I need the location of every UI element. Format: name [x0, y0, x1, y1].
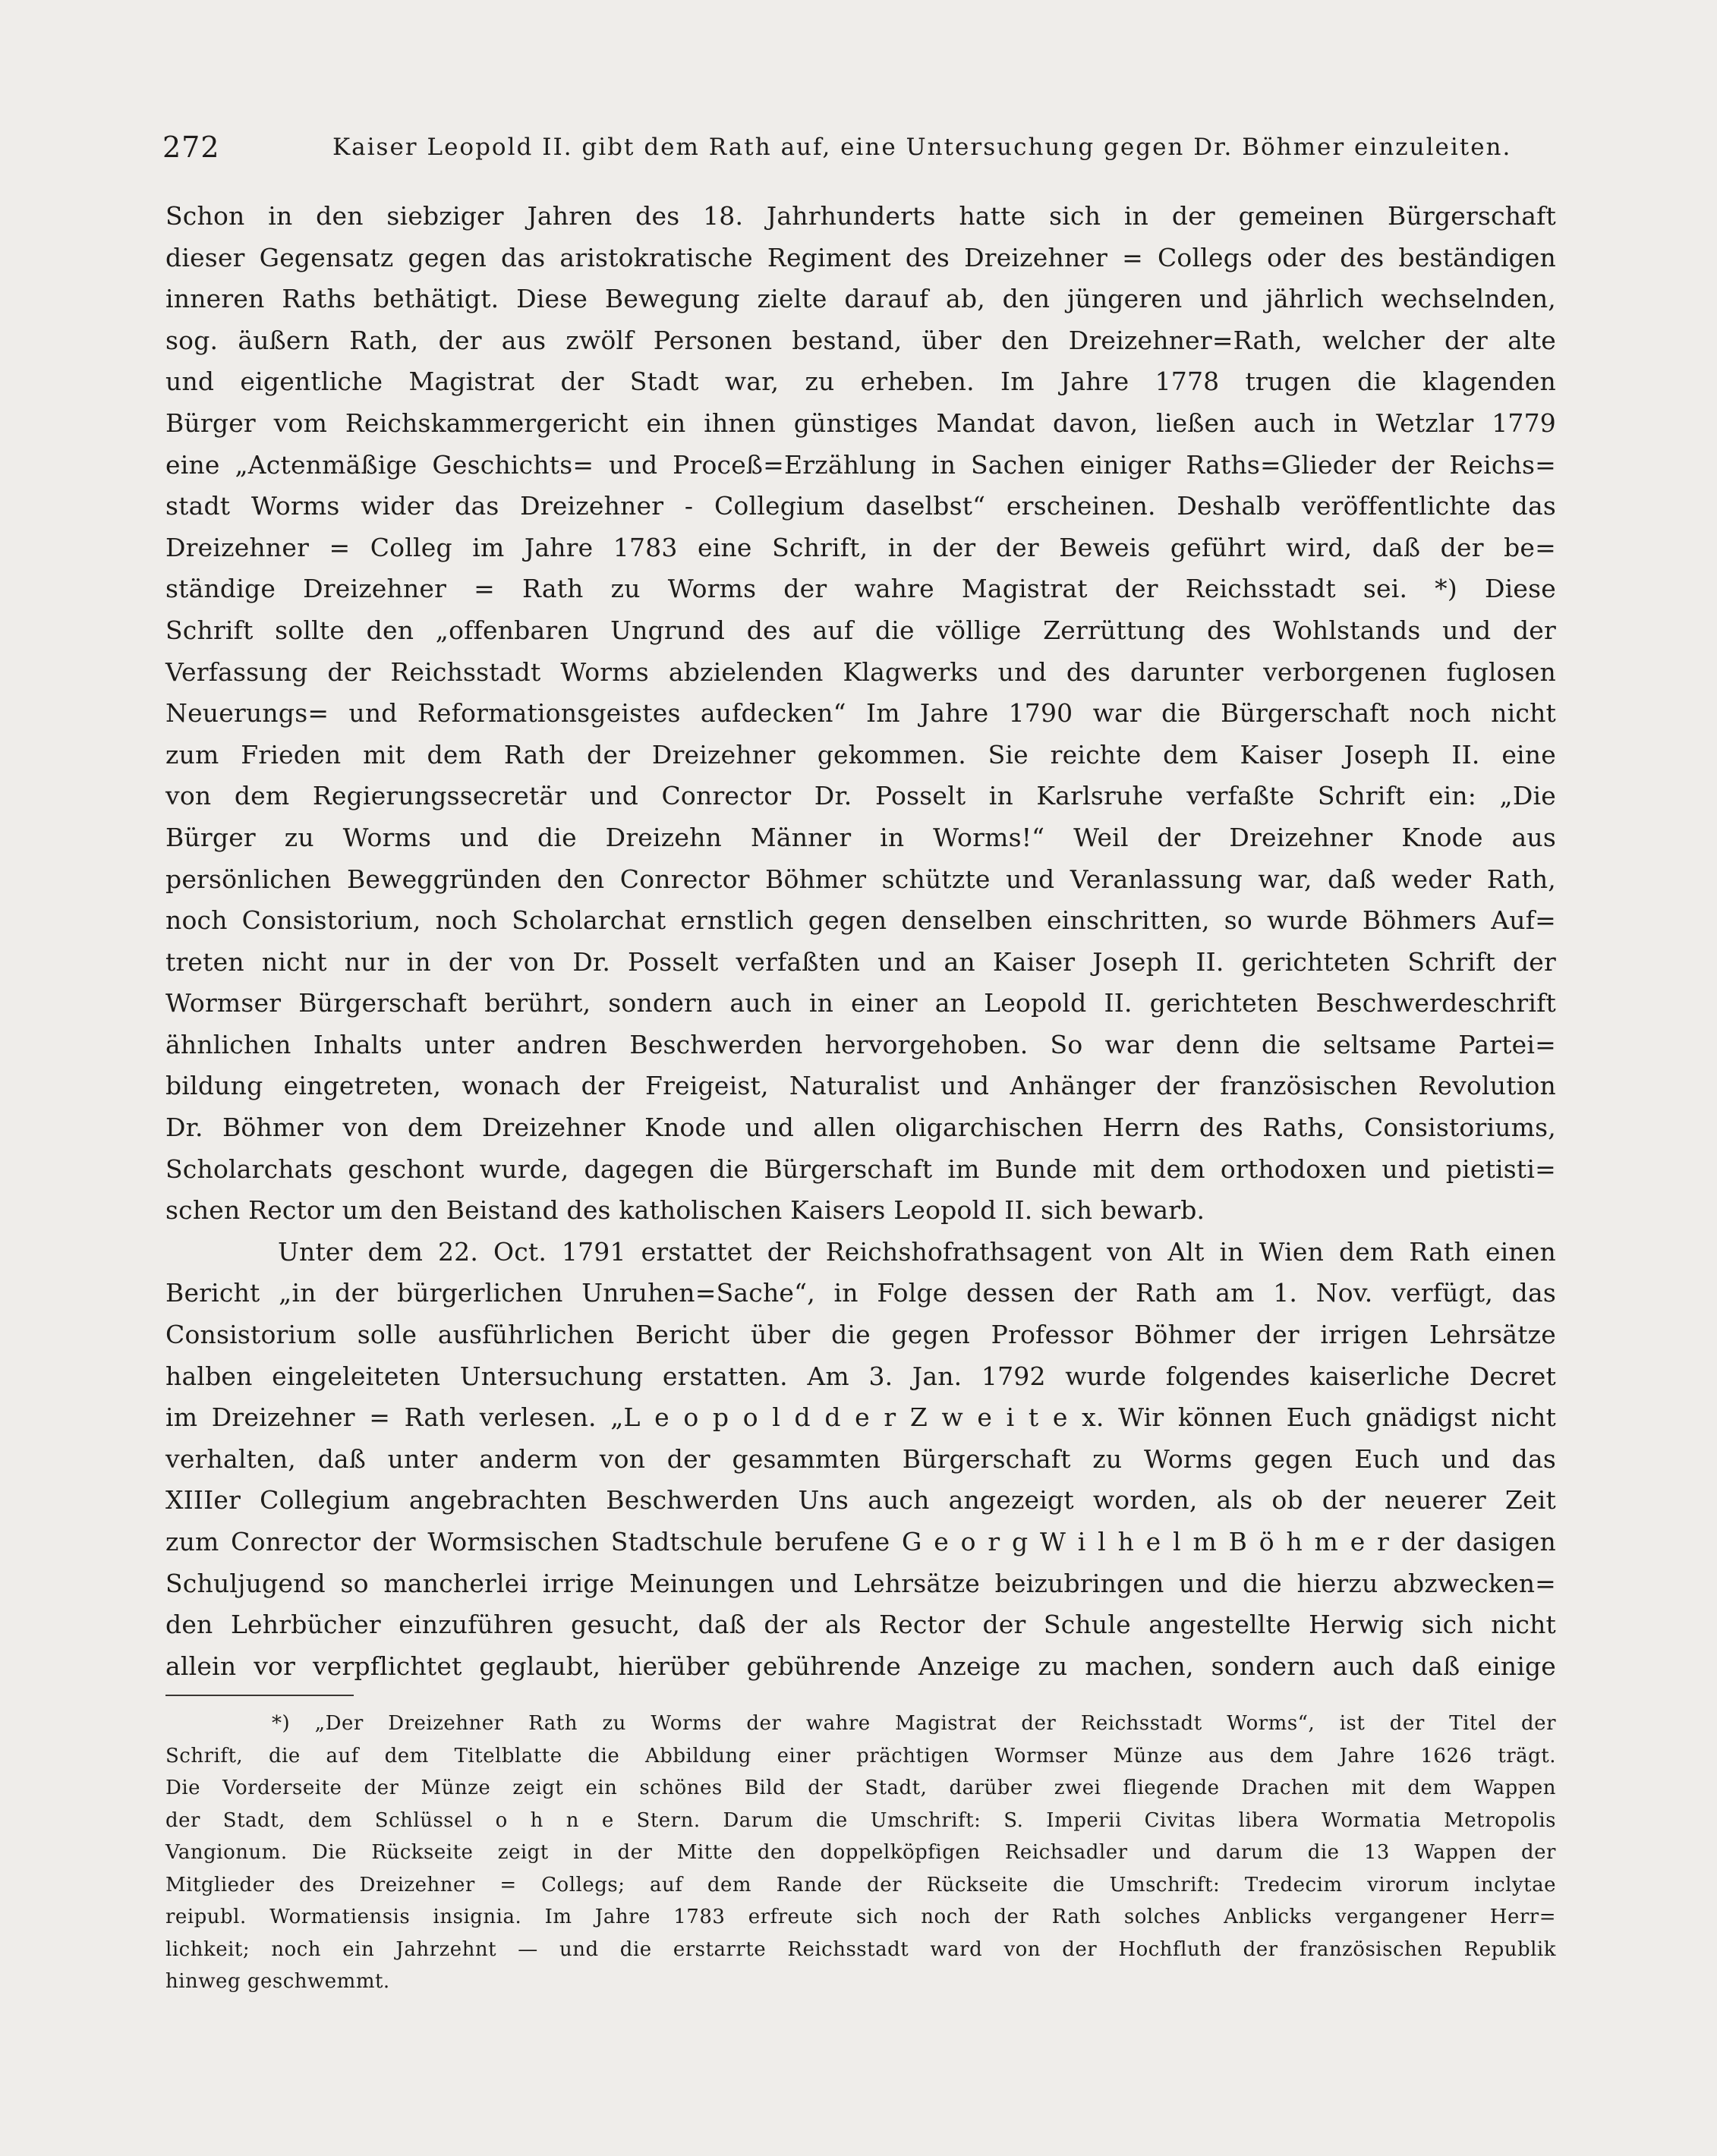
text-line: Schrift sollte den „offenbaren Ungrund des auf die völlige Zerrüttung des Wohlstands und der — [165, 615, 1556, 645]
text-line: dieser Gegensatz gegen das aristokratische Regiment des Dreizehner = Collegs oder des beständigen — [165, 242, 1556, 272]
footnote-line: der Stadt, dem Schlüssel o h n e Stern. Darum die Umschrift: S. Imperii Civitas libera Wormatia Metropolis — [165, 1808, 1556, 1832]
footnote-line: *) „Der Dreizehner Rath zu Worms der wahre Magistrat der Reichsstadt Worms“, ist der Titel der — [272, 1712, 1556, 1735]
text-line: noch Consistorium, noch Scholarchat ernstlich gegen denselben einschritten, so wurde Böhmers Auf= — [165, 905, 1556, 936]
text-line: XIIIer Collegium angebrachten Beschwerden Uns auch angezeigt worden, als ob der neuerer Zeit — [165, 1485, 1556, 1515]
text-line: Bericht „in der bürgerlichen Unruhen=Sache“, in Folge dessen der Rath am 1. Nov. verfügt, das — [165, 1278, 1556, 1308]
text-line: stadt Worms wider das Dreizehner - Collegium daselbst“ erscheinen. Deshalb veröffentlichte das — [165, 491, 1556, 521]
footnote — [165, 1707, 1556, 1998]
text-line: eine „Actenmäßige Geschichts= und Proceß=Erzählung in Sachen einiger Raths=Glieder der Reichs= — [165, 449, 1556, 480]
text-line: treten nicht nur in der von Dr. Posselt verfaßten und an Kaiser Joseph II. gerichteten Schrift der — [165, 946, 1556, 977]
text-line: verhalten, daß unter anderm von der gesammten Bürgerschaft zu Worms gegen Euch und das — [165, 1443, 1556, 1474]
footnote-line: lichkeit; noch ein Jahrzehnt — und die erstarrte Reichsstadt ward von der Hochfluth der französischen Republik — [165, 1937, 1556, 1961]
text-line: halben eingeleiteten Untersuchung erstatten. Am 3. Jan. 1792 wurde folgendes kaiserliche Decret — [165, 1361, 1556, 1391]
text-line: Bürger vom Reichskammergericht ein ihnen günstiges Mandat davon, ließen auch in Wetzlar 1779 — [165, 408, 1556, 438]
text-line: im Dreizehner = Rath verlesen. „L e o p o l d d e r Z w e i t e x. Wir können Euch gnädigst nicht — [165, 1402, 1556, 1433]
text-line: zum Frieden mit dem Rath der Dreizehner gekommen. Sie reichte dem Kaiser Joseph II. eine — [165, 739, 1556, 770]
text-line: sog. äußern Rath, der aus zwölf Personen bestand, über den Dreizehner=Rath, welcher der alte — [165, 325, 1556, 355]
text-line: schen Rector um den Beistand des katholischen Kaisers Leopold II. sich bewarb. — [165, 1195, 1205, 1226]
text-line: Bürger zu Worms und die Dreizehn Männer in Worms!“ Weil der Dreizehner Knode aus — [165, 822, 1556, 852]
footnote-line: Die Vorderseite der Münze zeigt ein schönes Bild der Stadt, darüber zwei fliegende Drachen mit dem Wappen — [165, 1777, 1556, 1799]
text-line: persönlichen Beweggründen den Conrector Böhmer schützte und Veranlassung war, daß weder Rath, — [165, 864, 1556, 894]
body-text — [165, 196, 1556, 1687]
text-line: Consistorium solle ausführlichen Bericht über die gegen Professor Böhmer der irrigen Lehrsätze — [165, 1320, 1556, 1350]
text-line: Scholarchats geschont wurde, dagegen die Bürgerschaft im Bunde mit dem orthodoxen und pietisti= — [165, 1154, 1556, 1184]
footnote-line: Mitglieder des Dreizehner = Collegs; auf dem Rande der Rückseite die Umschrift: Tredecim virorum inclytae — [165, 1873, 1556, 1896]
text-line: bildung eingetreten, wonach der Freigeist, Naturalist und Anhänger der französischen Revolution — [165, 1071, 1556, 1101]
page-header — [162, 131, 1521, 176]
footnote-line: reipubl. Wormatiensis insignia. Im Jahre 1783 erfreute sich noch der Rath solches Anblicks vergangener Herr= — [165, 1906, 1556, 1928]
text-line: Neuerungs= und Reformationsgeistes aufdecken“ Im Jahre 1790 war die Bürgerschaft noch nicht — [165, 698, 1556, 729]
text-line: Verfassung der Reichsstadt Worms abzielenden Klagwerks und des darunter verborgenen fuglosen — [165, 656, 1556, 687]
text-line: Wormser Bürgerschaft berührt, sondern auch in einer an Leopold II. gerichteten Beschwerdeschrift — [165, 988, 1556, 1018]
text-line: von dem Regierungssecretär und Conrector Dr. Posselt in Karlsruhe verfaßte Schrift ein: „Die — [165, 781, 1556, 811]
text-line: ähnlichen Inhalts unter andren Beschwerden hervorgehoben. So war denn die seltsame Partei= — [165, 1029, 1556, 1059]
footnote-line: hinweg geschwemmt. — [165, 1970, 390, 1993]
text-line: allein vor verpflichtet geglaubt, hierüber gebührende Anzeige zu machen, sondern auch daß einige — [165, 1651, 1556, 1681]
text-line: Dr. Böhmer von dem Dreizehner Knode und allen oligarchischen Herrn des Raths, Consistoriums, — [165, 1113, 1556, 1143]
text-line: den Lehrbücher einzuführen gesucht, daß der als Rector der Schule angestellte Herwig sich nicht — [165, 1610, 1556, 1640]
text-line: zum Conrector der Wormsischen Stadtschule berufene G e o r g W i l h e l m B ö h m e r der dasigen — [165, 1527, 1556, 1556]
text-line: Dreizehner = Colleg im Jahre 1783 eine Schrift, in der der Beweis geführt wird, daß der be= — [165, 532, 1556, 562]
footnote-line: Vangionum. Die Rückseite zeigt in der Mitte den doppelköpfigen Reichsadler und darum die 13 Wappen der — [165, 1841, 1556, 1864]
page-number: 272 — [162, 131, 220, 164]
text-line: und eigentliche Magistrat der Stadt war, zu erheben. Im Jahre 1778 trugen die klagenden — [165, 367, 1556, 397]
text-line: Unter dem 22. Oct. 1791 erstattet der Reichshofrathsagent von Alt in Wien dem Rath einen — [278, 1236, 1556, 1267]
text-line: Schon in den siebziger Jahren des 18. Jahrhunderts hatte sich in der gemeinen Bürgerschaft — [165, 201, 1556, 231]
text-line: ständige Dreizehner = Rath zu Worms der wahre Magistrat der Reichsstadt sei. *) Diese — [165, 574, 1556, 604]
footnote-line: Schrift, die auf dem Titelblatte die Abbildung einer prächtigen Wormser Münze aus dem Jahre 1626 trägt. — [165, 1744, 1556, 1767]
text-line: Schuljugend so mancherlei irrige Meinungen und Lehrsätze beizubringen und die hierzu abzwecken= — [165, 1568, 1556, 1598]
running-head: Kaiser Leopold II. gibt dem Rath auf, eine Untersuchung gegen Dr. Böhmer einzuleiten. — [332, 134, 1512, 161]
footnote-rule — [165, 1695, 354, 1696]
text-line: inneren Raths bethätigt. Diese Bewegung zielte darauf ab, den jüngeren und jährlich wechselnden, — [165, 284, 1556, 314]
